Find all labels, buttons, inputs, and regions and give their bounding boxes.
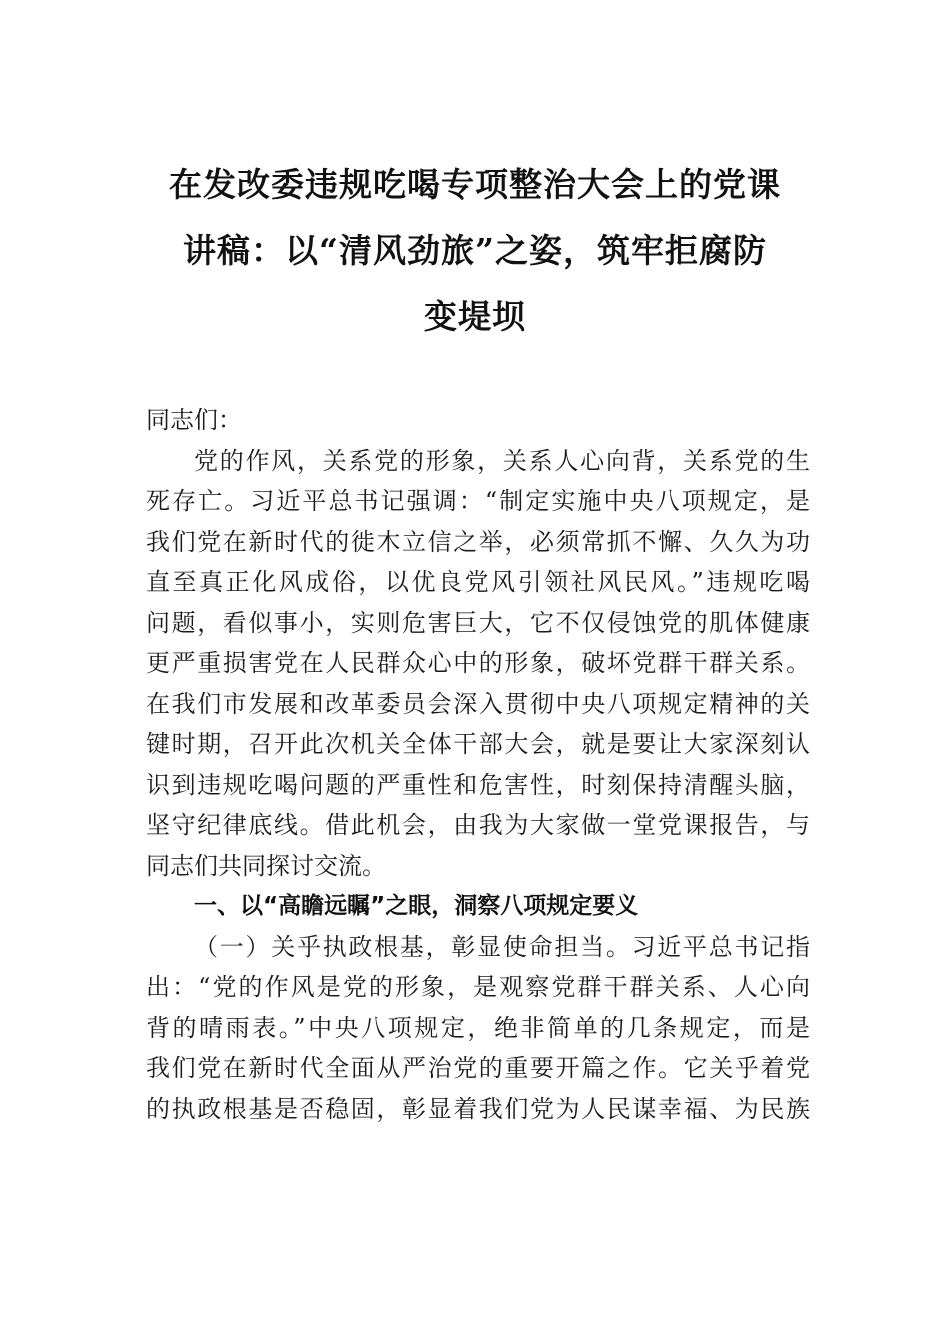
paragraph-2-line: 背的晴雨表。”中央八项规定，绝非简单的几条规定，而是 <box>146 1013 810 1042</box>
paragraph-2-line: 的执政根基是否稳固，彰显着我们党为人民谋幸福、为民族 <box>146 1094 810 1123</box>
title-line-3: 变堤坝 <box>424 297 526 336</box>
paragraph-1-line: 同志们共同探讨交流。 <box>146 851 386 880</box>
paragraph-1-line: 识到违规吃喝问题的严重性和危害性，时刻保持清醒头脑， <box>146 770 810 799</box>
paragraph-2-line: 出：“党的作风是党的形象，是观察党群干群关系、人心向 <box>146 973 810 1001</box>
paragraph-1-line: 死存亡。习近平总书记强调：“制定实施中央八项规定，是 <box>146 487 810 515</box>
paragraph-2-line: 我们党在新时代全面从严治党的重要开篇之作。它关乎着党 <box>146 1054 810 1082</box>
paragraph-1 <box>146 441 810 887</box>
paragraph-1-line: 键时期，召开此次机关全体干部大会，就是要让大家深刻认 <box>146 730 810 758</box>
paragraph-2 <box>146 927 810 1130</box>
title-line-2: 讲稿：以“清风劲旅”之姿，筑牢拒腐防 <box>183 231 767 270</box>
document-title <box>140 152 810 350</box>
paragraph-1-line: 党的作风，关系党的形象，关系人心向背，关系党的生 <box>194 446 810 475</box>
document-body <box>146 400 810 1129</box>
salutation: 同志们： <box>146 406 242 434</box>
paragraph-2-line: （一）关乎执政根基，彰显使命担当。习近平总书记指 <box>194 932 810 961</box>
paragraph-1-line: 问题，看似事小，实则危害巨大，它不仅侵蚀党的肌体健康 <box>146 608 810 637</box>
paragraph-1-line: 坚守纪律底线。借此机会，由我为大家做一堂党课报告，与 <box>146 811 810 839</box>
paragraph-1-line: 直至真正化风成俗，以优良党风引领社风民风。”违规吃喝 <box>146 568 810 596</box>
paragraph-1-line: 更严重损害党在人民群众心中的形象，破坏党群干群关系。 <box>146 649 810 677</box>
paragraph-1-line: 在我们市发展和改革委员会深入贯彻中央八项规定精神的关 <box>146 689 810 718</box>
title-line-1: 在发改委违规吃喝专项整治大会上的党课 <box>169 165 781 204</box>
paragraph-1-line: 我们党在新时代的徙木立信之举，必须常抓不懈、久久为功 <box>146 527 810 556</box>
section-1-heading: 一、以“高瞻远瞩”之眼，洞察八项规定要义 <box>194 893 639 919</box>
